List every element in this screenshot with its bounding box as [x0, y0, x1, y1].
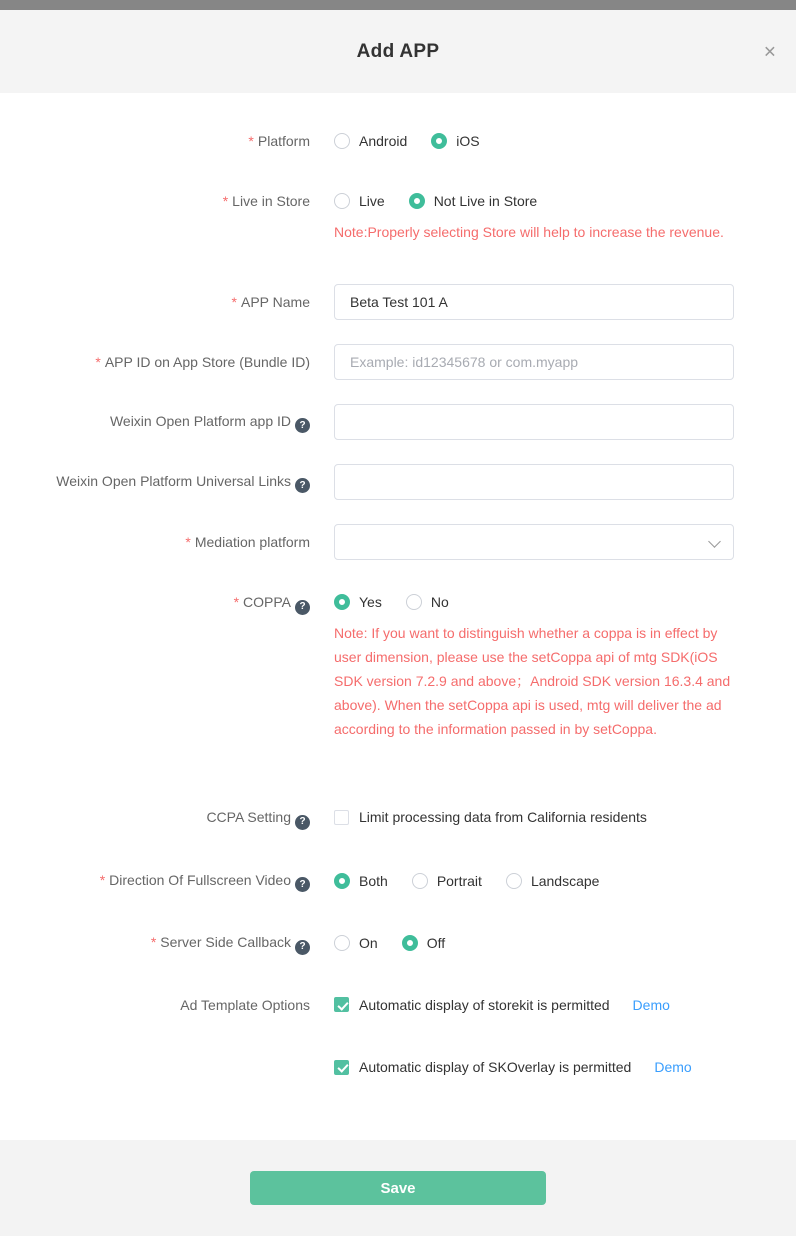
row-platform [0, 131, 796, 151]
weixin-app-id-input[interactable] [334, 404, 734, 440]
close-icon[interactable]: × [763, 40, 776, 63]
radio-icon [409, 193, 425, 209]
help-icon[interactable]: ? [295, 418, 310, 433]
direction-radio-group [334, 871, 796, 891]
weixin-links-input[interactable] [334, 464, 734, 500]
row-ad-template [0, 995, 796, 1080]
radio-portrait[interactable]: Portrait [412, 873, 482, 889]
background-page-top [0, 0, 796, 10]
weixin-app-id-label: Weixin Open Platform app ID ? [0, 411, 310, 434]
help-icon[interactable]: ? [295, 600, 310, 615]
radio-icon [506, 873, 522, 889]
row-weixin-links [0, 464, 796, 500]
row-direction [0, 870, 796, 893]
ccpa-checkbox[interactable]: Limit processing data from California residents [334, 807, 647, 827]
ccpa-label: CCPA Setting ? [0, 807, 310, 830]
dialog-header [0, 10, 796, 93]
check-icon [334, 1060, 349, 1075]
required-asterisk: * [150, 934, 157, 950]
help-icon[interactable]: ? [295, 940, 310, 955]
required-asterisk: * [222, 193, 229, 209]
required-asterisk: * [231, 294, 237, 310]
radio-icon [334, 133, 350, 149]
server-callback-radio-group [334, 933, 796, 953]
radio-live[interactable]: Live [334, 193, 385, 209]
chevron-down-icon [708, 535, 721, 548]
radio-icon [406, 594, 422, 610]
save-button[interactable]: Save [250, 1171, 546, 1205]
required-asterisk: * [99, 871, 106, 888]
row-server-callback [0, 932, 796, 955]
radio-icon [334, 873, 350, 889]
help-icon[interactable]: ? [295, 478, 310, 493]
skoverlay-checkbox[interactable]: Automatic display of SKOverlay is permitted Demo [334, 1057, 692, 1077]
required-asterisk: * [248, 133, 254, 149]
radio-icon [402, 935, 418, 951]
row-weixin-app-id [0, 404, 796, 440]
app-name-label: * APP Name [231, 294, 310, 310]
weixin-links-label: Weixin Open Platform Universal Links ? [0, 471, 310, 494]
check-icon [334, 997, 349, 1012]
coppa-note: Note: If you want to distinguish whether a coppa is in effect by user dimension, please use the setCoppa api of mtg SDK(iOS SDK version 7.2.9 and above；Android SDK version 16.3.4 and above). When the setCoppa api is used, mtg will deliver the ad according to the information passed in by setCoppa. [334, 625, 731, 737]
storekit-checkbox[interactable]: Automatic display of storekit is permitted Demo [334, 995, 670, 1015]
radio-off[interactable]: Off [402, 935, 445, 951]
platform-radio-group [334, 131, 796, 151]
help-icon[interactable]: ? [295, 877, 310, 892]
coppa-label: * COPPA ? [0, 592, 310, 615]
row-coppa [0, 592, 796, 774]
add-app-form [0, 93, 796, 1140]
coppa-radio-group [334, 592, 796, 612]
app-name-input[interactable] [334, 284, 734, 320]
required-asterisk: * [233, 594, 240, 610]
checkbox-icon [334, 810, 349, 825]
row-app-name [0, 284, 796, 320]
radio-landscape[interactable]: Landscape [506, 873, 600, 889]
required-asterisk: * [95, 354, 101, 370]
storekit-demo-link[interactable]: Demo [632, 996, 670, 1013]
radio-android[interactable]: Android [334, 133, 407, 149]
row-app-id [0, 344, 796, 380]
dialog-footer [0, 1140, 796, 1236]
radio-ios[interactable]: iOS [431, 133, 479, 149]
radio-icon [334, 193, 350, 209]
mediation-platform-select[interactable] [334, 524, 734, 560]
radio-not-live[interactable]: Not Live in Store [409, 193, 538, 209]
app-id-label: * APP ID on App Store (Bundle ID) [95, 354, 310, 370]
platform-label: * Platform [248, 133, 310, 149]
radio-icon [334, 935, 350, 951]
ad-template-label: Ad Template Options [180, 996, 310, 1013]
radio-icon [412, 873, 428, 889]
help-icon[interactable]: ? [295, 815, 310, 830]
radio-icon [334, 594, 350, 610]
radio-icon [431, 133, 447, 149]
live-in-store-label: * Live in Store [222, 193, 310, 209]
radio-coppa-yes[interactable]: Yes [334, 594, 382, 610]
radio-both[interactable]: Both [334, 873, 388, 889]
live-in-store-note: Note:Properly selecting Store will help to increase the revenue. [334, 224, 724, 240]
live-in-store-radio-group [334, 191, 796, 211]
dialog-title: Add APP [356, 40, 440, 62]
direction-label: * Direction Of Fullscreen Video ? [0, 870, 310, 893]
server-callback-label: * Server Side Callback ? [0, 932, 310, 955]
row-ccpa [0, 807, 796, 830]
mediation-platform-label: * Mediation platform [185, 534, 310, 550]
skoverlay-demo-link[interactable]: Demo [654, 1059, 692, 1075]
radio-on[interactable]: On [334, 935, 378, 951]
required-asterisk: * [185, 534, 191, 550]
radio-coppa-no[interactable]: No [406, 594, 449, 610]
app-id-input[interactable] [334, 344, 734, 380]
spacer [334, 1017, 796, 1057]
row-live-in-store [0, 191, 796, 264]
row-mediation-platform [0, 524, 796, 560]
